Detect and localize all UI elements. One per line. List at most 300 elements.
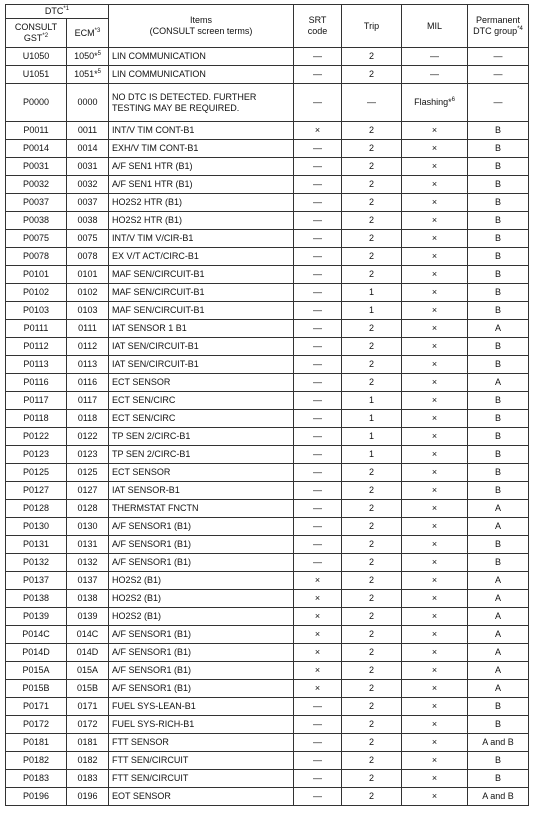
trip-cell: 1 [342, 392, 402, 410]
srt-code-cell: — [294, 320, 342, 338]
table-row [6, 698, 529, 716]
permanent-dtc-group-cell: A and B [468, 734, 529, 752]
permanent-dtc-group-cell: B [468, 410, 529, 428]
item-cell: A/F SENSOR1 (B1) [109, 680, 294, 698]
ecm-cell: 0111 [67, 320, 109, 338]
permanent-dtc-group-cell: B [468, 230, 529, 248]
trip-cell: 2 [342, 770, 402, 788]
permanent-dtc-group-cell: B [468, 248, 529, 266]
trip-cell: 2 [342, 266, 402, 284]
permanent-dtc-group-header: Permanent DTC group$^{*4}$ [468, 5, 529, 48]
ecm-cell: 014C [67, 626, 109, 644]
ecm-cell: 0112 [67, 338, 109, 356]
trip-cell: 1 [342, 284, 402, 302]
consult-gst-cell: P0122 [6, 428, 67, 446]
consult-gst-cell: P0132 [6, 554, 67, 572]
permanent-dtc-group-cell: — [468, 48, 529, 66]
mil-cell: × [402, 320, 468, 338]
ecm-cell: 0181 [67, 734, 109, 752]
consult-gst-cell: U1051 [6, 66, 67, 84]
dtc-table-body [6, 48, 529, 806]
ecm-cell: 0011 [67, 122, 109, 140]
consult-gst-cell: P0123 [6, 446, 67, 464]
consult-gst-cell: P0139 [6, 608, 67, 626]
table-row [6, 230, 529, 248]
mil-cell: × [402, 518, 468, 536]
consult-gst-cell: P014C [6, 626, 67, 644]
table-row [6, 320, 529, 338]
srt-code-cell: — [294, 374, 342, 392]
trip-cell: 2 [342, 356, 402, 374]
permanent-dtc-group-cell: A [468, 572, 529, 590]
item-cell: EX V/T ACT/CIRC-B1 [109, 248, 294, 266]
table-row [6, 500, 529, 518]
consult-gst-cell: P0171 [6, 698, 67, 716]
srt-code-cell: — [294, 734, 342, 752]
table-row [6, 590, 529, 608]
table-row [6, 356, 529, 374]
table-row [6, 158, 529, 176]
permanent-dtc-group-cell: A [468, 680, 529, 698]
srt-code-cell: × [294, 608, 342, 626]
trip-cell: 2 [342, 554, 402, 572]
item-cell: HO2S2 (B1) [109, 572, 294, 590]
ecm-cell: 0102 [67, 284, 109, 302]
srt-code-cell: × [294, 122, 342, 140]
table-row [6, 572, 529, 590]
ecm-cell: 0031 [67, 158, 109, 176]
permanent-dtc-group-cell: B [468, 122, 529, 140]
table-row [6, 284, 529, 302]
trip-cell: 2 [342, 680, 402, 698]
mil-header: MIL [402, 5, 468, 48]
mil-cell: × [402, 698, 468, 716]
ecm-cell: 0101 [67, 266, 109, 284]
table-row [6, 662, 529, 680]
ecm-cell: 0138 [67, 590, 109, 608]
srt-code-cell: — [294, 84, 342, 122]
table-row [6, 48, 529, 66]
consult-gst-cell: P0014 [6, 140, 67, 158]
srt-code-cell: — [294, 176, 342, 194]
trip-cell: 2 [342, 320, 402, 338]
item-cell: A/F SENSOR1 (B1) [109, 626, 294, 644]
permanent-dtc-group-cell: B [468, 194, 529, 212]
mil-cell: × [402, 644, 468, 662]
item-cell: HO2S2 (B1) [109, 608, 294, 626]
item-cell: IAT SEN/CIRCUIT-B1 [109, 356, 294, 374]
ecm-cell: 0183 [67, 770, 109, 788]
srt-code-cell: — [294, 500, 342, 518]
trip-cell: 1 [342, 428, 402, 446]
consult-gst-cell: P0011 [6, 122, 67, 140]
mil-cell: — [402, 48, 468, 66]
trip-cell: 2 [342, 122, 402, 140]
ecm-cell: 0132 [67, 554, 109, 572]
consult-gst-header: CONSULT GST$^{*2}$ [6, 19, 67, 48]
srt-code-cell: — [294, 140, 342, 158]
mil-cell: × [402, 392, 468, 410]
mil-cell: × [402, 194, 468, 212]
mil-cell: × [402, 446, 468, 464]
srt-code-header: SRT code [294, 5, 342, 48]
consult-gst-cell: P0127 [6, 482, 67, 500]
item-cell: IAT SENSOR-B1 [109, 482, 294, 500]
srt-code-cell: — [294, 554, 342, 572]
ecm-cell: 0182 [67, 752, 109, 770]
item-cell: FTT SEN/CIRCUIT [109, 752, 294, 770]
table-row [6, 176, 529, 194]
mil-cell: × [402, 482, 468, 500]
srt-code-cell: — [294, 212, 342, 230]
ecm-cell: 0131 [67, 536, 109, 554]
item-cell: TP SEN 2/CIRC-B1 [109, 428, 294, 446]
permanent-dtc-group-cell: — [468, 84, 529, 122]
item-cell: FTT SEN/CIRCUIT [109, 770, 294, 788]
mil-cell: × [402, 626, 468, 644]
item-cell: LIN COMMUNICATION [109, 66, 294, 84]
table-row [6, 734, 529, 752]
table-row [6, 84, 529, 122]
table-row [6, 446, 529, 464]
table-row [6, 248, 529, 266]
trip-cell: 2 [342, 518, 402, 536]
mil-cell: × [402, 356, 468, 374]
table-row [6, 554, 529, 572]
item-cell: HO2S2 HTR (B1) [109, 212, 294, 230]
item-cell: INT/V TIM CONT-B1 [109, 122, 294, 140]
table-row [6, 374, 529, 392]
permanent-dtc-group-cell: B [468, 716, 529, 734]
table-row [6, 66, 529, 84]
consult-gst-cell: P0078 [6, 248, 67, 266]
consult-gst-cell: P0031 [6, 158, 67, 176]
table-row [6, 680, 529, 698]
table-row [6, 536, 529, 554]
table-row [6, 122, 529, 140]
permanent-dtc-group-cell: A [468, 608, 529, 626]
consult-gst-cell: P0032 [6, 176, 67, 194]
srt-code-cell: — [294, 66, 342, 84]
srt-code-cell: × [294, 644, 342, 662]
table-row [6, 302, 529, 320]
srt-code-cell: — [294, 770, 342, 788]
item-cell: ECT SENSOR [109, 374, 294, 392]
trip-cell: 2 [342, 788, 402, 806]
item-cell: ECT SENSOR [109, 464, 294, 482]
consult-gst-cell: P0075 [6, 230, 67, 248]
trip-cell: 2 [342, 590, 402, 608]
permanent-dtc-group-cell: B [468, 284, 529, 302]
trip-cell: 2 [342, 662, 402, 680]
consult-gst-cell: P0037 [6, 194, 67, 212]
permanent-dtc-group-cell: B [468, 338, 529, 356]
item-cell: FUEL SYS-LEAN-B1 [109, 698, 294, 716]
mil-cell: × [402, 680, 468, 698]
trip-cell: 2 [342, 734, 402, 752]
trip-cell: 2 [342, 194, 402, 212]
consult-gst-cell: P0101 [6, 266, 67, 284]
consult-gst-cell: P0182 [6, 752, 67, 770]
srt-code-cell: — [294, 518, 342, 536]
consult-gst-cell: P0138 [6, 590, 67, 608]
ecm-cell: 0137 [67, 572, 109, 590]
ecm-cell: 0116 [67, 374, 109, 392]
item-cell: A/F SENSOR1 (B1) [109, 554, 294, 572]
trip-cell: 2 [342, 698, 402, 716]
permanent-dtc-group-cell: — [468, 66, 529, 84]
srt-code-cell: — [294, 788, 342, 806]
srt-code-cell: — [294, 284, 342, 302]
srt-code-cell: — [294, 446, 342, 464]
mil-cell: × [402, 716, 468, 734]
srt-code-cell: × [294, 680, 342, 698]
trip-cell: 2 [342, 752, 402, 770]
mil-cell: × [402, 338, 468, 356]
trip-cell: 2 [342, 482, 402, 500]
ecm-cell: 015B [67, 680, 109, 698]
ecm-cell: 0118 [67, 410, 109, 428]
consult-gst-cell: P0117 [6, 392, 67, 410]
permanent-dtc-group-cell: A [468, 626, 529, 644]
item-cell: LIN COMMUNICATION [109, 48, 294, 66]
mil-cell: × [402, 788, 468, 806]
ecm-cell: 0103 [67, 302, 109, 320]
item-cell: MAF SEN/CIRCUIT-B1 [109, 284, 294, 302]
permanent-dtc-group-cell: B [468, 266, 529, 284]
mil-cell: × [402, 410, 468, 428]
trip-cell: 2 [342, 500, 402, 518]
consult-gst-cell: P0181 [6, 734, 67, 752]
permanent-dtc-group-cell: A [468, 518, 529, 536]
srt-code-cell: — [294, 464, 342, 482]
mil-cell: × [402, 770, 468, 788]
permanent-dtc-group-cell: B [468, 392, 529, 410]
table-row [6, 410, 529, 428]
table-row [6, 266, 529, 284]
trip-cell: 2 [342, 140, 402, 158]
consult-gst-cell: P0137 [6, 572, 67, 590]
item-cell: MAF SEN/CIRCUIT-B1 [109, 266, 294, 284]
consult-gst-cell: P0196 [6, 788, 67, 806]
consult-gst-cell: P0125 [6, 464, 67, 482]
ecm-cell: 1051*$^5$ [67, 66, 109, 84]
permanent-dtc-group-cell: B [468, 554, 529, 572]
mil-cell: × [402, 428, 468, 446]
trip-cell: — [342, 84, 402, 122]
table-row [6, 518, 529, 536]
consult-gst-cell: P0131 [6, 536, 67, 554]
permanent-dtc-group-cell: A [468, 644, 529, 662]
srt-code-cell: × [294, 572, 342, 590]
consult-gst-cell: P015B [6, 680, 67, 698]
permanent-dtc-group-cell: A and B [468, 788, 529, 806]
permanent-dtc-group-cell: B [468, 446, 529, 464]
permanent-dtc-group-cell: A [468, 320, 529, 338]
trip-cell: 1 [342, 302, 402, 320]
permanent-dtc-group-cell: B [468, 302, 529, 320]
srt-code-cell: — [294, 716, 342, 734]
ecm-cell: 015A [67, 662, 109, 680]
item-cell: IAT SENSOR 1 B1 [109, 320, 294, 338]
table-row [6, 392, 529, 410]
srt-code-cell: — [294, 482, 342, 500]
table-row [6, 608, 529, 626]
srt-code-cell: — [294, 410, 342, 428]
ecm-cell: 0037 [67, 194, 109, 212]
mil-cell: × [402, 248, 468, 266]
mil-cell: × [402, 752, 468, 770]
srt-code-cell: — [294, 230, 342, 248]
trip-cell: 2 [342, 644, 402, 662]
permanent-dtc-group-cell: B [468, 482, 529, 500]
trip-cell: 2 [342, 464, 402, 482]
srt-code-cell: — [294, 698, 342, 716]
trip-cell: 2 [342, 374, 402, 392]
mil-cell: × [402, 662, 468, 680]
trip-cell: 2 [342, 608, 402, 626]
ecm-cell: 0196 [67, 788, 109, 806]
dtc-table [5, 4, 529, 806]
item-cell: MAF SEN/CIRCUIT-B1 [109, 302, 294, 320]
trip-cell: 2 [342, 158, 402, 176]
trip-cell: 2 [342, 212, 402, 230]
srt-code-cell: — [294, 194, 342, 212]
consult-gst-cell: P014D [6, 644, 67, 662]
item-cell: A/F SEN1 HTR (B1) [109, 158, 294, 176]
item-cell: HO2S2 HTR (B1) [109, 194, 294, 212]
mil-cell: × [402, 590, 468, 608]
ecm-cell: 0125 [67, 464, 109, 482]
ecm-cell: 0122 [67, 428, 109, 446]
trip-cell: 2 [342, 66, 402, 84]
mil-cell: × [402, 122, 468, 140]
item-cell: A/F SENSOR1 (B1) [109, 518, 294, 536]
mil-cell: × [402, 554, 468, 572]
table-row [6, 482, 529, 500]
item-cell: A/F SEN1 HTR (B1) [109, 176, 294, 194]
ecm-cell: 0171 [67, 698, 109, 716]
table-row [6, 716, 529, 734]
consult-gst-cell: P0103 [6, 302, 67, 320]
table-row [6, 464, 529, 482]
consult-gst-cell: P015A [6, 662, 67, 680]
permanent-dtc-group-cell: A [468, 662, 529, 680]
ecm-cell: 0113 [67, 356, 109, 374]
item-cell: FTT SENSOR [109, 734, 294, 752]
consult-gst-cell: P0113 [6, 356, 67, 374]
consult-gst-cell: P0116 [6, 374, 67, 392]
table-row [6, 752, 529, 770]
items-header: Items (CONSULT screen terms) [109, 5, 294, 48]
ecm-cell: 0139 [67, 608, 109, 626]
permanent-dtc-group-cell: B [468, 698, 529, 716]
item-cell: ECT SEN/CIRC [109, 410, 294, 428]
mil-cell: × [402, 572, 468, 590]
table-row [6, 626, 529, 644]
table-row [6, 770, 529, 788]
mil-cell: — [402, 66, 468, 84]
permanent-dtc-group-cell: B [468, 428, 529, 446]
ecm-header: ECM$^{*3}$ [67, 19, 109, 48]
srt-code-cell: × [294, 626, 342, 644]
trip-cell: 1 [342, 410, 402, 428]
item-cell: ECT SEN/CIRC [109, 392, 294, 410]
srt-code-cell: × [294, 590, 342, 608]
ecm-cell: 0032 [67, 176, 109, 194]
srt-code-cell: — [294, 428, 342, 446]
permanent-dtc-group-cell: B [468, 356, 529, 374]
srt-code-cell: — [294, 48, 342, 66]
srt-code-cell: — [294, 392, 342, 410]
permanent-dtc-group-cell: A [468, 374, 529, 392]
mil-cell: × [402, 230, 468, 248]
mil-cell: × [402, 536, 468, 554]
trip-header: Trip [342, 5, 402, 48]
mil-cell: × [402, 284, 468, 302]
dtc-header: DTC$^{*1}$ [6, 5, 109, 19]
consult-gst-cell: P0111 [6, 320, 67, 338]
ecm-cell: 0000 [67, 84, 109, 122]
ecm-cell: 0130 [67, 518, 109, 536]
permanent-dtc-group-cell: A [468, 590, 529, 608]
item-cell: INT/V TIM V/CIR-B1 [109, 230, 294, 248]
srt-code-cell: — [294, 302, 342, 320]
table-row [6, 644, 529, 662]
ecm-cell: 1050*$^5$ [67, 48, 109, 66]
table-row [6, 338, 529, 356]
consult-gst-cell: P0112 [6, 338, 67, 356]
permanent-dtc-group-cell: B [468, 752, 529, 770]
permanent-dtc-group-cell: B [468, 770, 529, 788]
mil-cell: × [402, 212, 468, 230]
permanent-dtc-group-cell: B [468, 212, 529, 230]
trip-cell: 2 [342, 248, 402, 266]
srt-code-cell: — [294, 266, 342, 284]
ecm-cell: 014D [67, 644, 109, 662]
table-row [6, 140, 529, 158]
item-cell: HO2S2 (B1) [109, 590, 294, 608]
trip-cell: 2 [342, 176, 402, 194]
mil-cell: × [402, 176, 468, 194]
trip-cell: 2 [342, 716, 402, 734]
permanent-dtc-group-cell: B [468, 140, 529, 158]
ecm-cell: 0172 [67, 716, 109, 734]
ecm-cell: 0075 [67, 230, 109, 248]
consult-gst-cell: P0183 [6, 770, 67, 788]
ecm-cell: 0128 [67, 500, 109, 518]
mil-cell: × [402, 302, 468, 320]
mil-cell: Flashing*$^6$ [402, 84, 468, 122]
trip-cell: 2 [342, 338, 402, 356]
srt-code-cell: — [294, 158, 342, 176]
item-cell: A/F SENSOR1 (B1) [109, 662, 294, 680]
trip-cell: 2 [342, 536, 402, 554]
item-cell: EXH/V TIM CONT-B1 [109, 140, 294, 158]
item-cell: FUEL SYS-RICH-B1 [109, 716, 294, 734]
mil-cell: × [402, 734, 468, 752]
consult-gst-cell: P0000 [6, 84, 67, 122]
srt-code-cell: — [294, 752, 342, 770]
mil-cell: × [402, 608, 468, 626]
srt-code-cell: × [294, 662, 342, 680]
ecm-cell: 0014 [67, 140, 109, 158]
permanent-dtc-group-cell: B [468, 464, 529, 482]
ecm-cell: 0078 [67, 248, 109, 266]
consult-gst-cell: P0118 [6, 410, 67, 428]
table-row [6, 788, 529, 806]
item-cell: A/F SENSOR1 (B1) [109, 644, 294, 662]
